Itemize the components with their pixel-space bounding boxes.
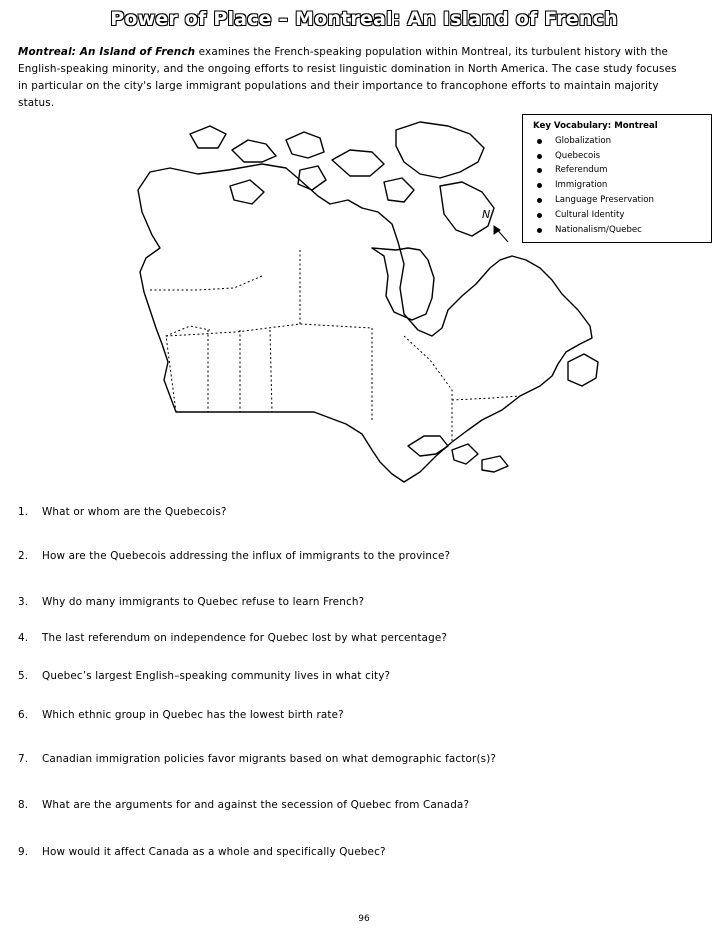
great-lakes-outline (408, 436, 448, 456)
province-border (150, 276, 262, 290)
arctic-island (298, 166, 326, 190)
intro-lead: Montreal: An Island of French (18, 46, 196, 58)
question-number: 5. (18, 670, 29, 682)
north-label: N (482, 208, 491, 221)
question-number: 9. (18, 846, 29, 858)
page-title: Power of Place – Montreal: An Island of French (110, 8, 618, 30)
vocabulary-item: Referendum (529, 163, 705, 178)
province-border (166, 324, 372, 336)
vocabulary-item: Globalization (529, 134, 705, 149)
intro-text-2: English-speaking minority, and the ongoing efforts to resist linguistic domination in North America. The case study focuses (18, 63, 677, 75)
question-6 (18, 709, 344, 721)
question-number: 7. (18, 753, 29, 765)
vocabulary-item: Immigration (529, 178, 705, 193)
arctic-island (230, 180, 264, 204)
question-number: 2. (18, 550, 29, 562)
arctic-island (396, 122, 484, 178)
page-number: 96 (358, 914, 370, 924)
question-text: Canadian immigration policies favor migrants based on what demographic factor(s)? (42, 753, 497, 765)
intro-text-1: examines the French-speaking population within Montreal, its turbulent history with the (195, 46, 669, 58)
province-border (270, 330, 272, 412)
question-1 (18, 506, 227, 518)
question-8 (18, 799, 469, 811)
question-text: What or whom are the Quebecois? (42, 506, 227, 518)
vocabulary-item: Cultural Identity (529, 208, 705, 223)
newfoundland-outline (568, 354, 598, 386)
question-9 (18, 846, 386, 858)
question-4 (18, 632, 447, 644)
question-text: Which ethnic group in Quebec has the lowest birth rate? (42, 709, 344, 721)
province-border (452, 396, 520, 400)
question-text: The last referendum on independence for Quebec lost by what percentage? (42, 632, 448, 644)
question-number: 3. (18, 596, 29, 608)
question-number: 6. (18, 709, 29, 721)
province-border (404, 336, 452, 442)
great-lakes-outline (452, 444, 478, 464)
arctic-island (232, 140, 276, 162)
intro-text-4: status. (18, 97, 55, 109)
arctic-island (286, 132, 324, 158)
question-number: 1. (18, 506, 29, 518)
question-text: What are the arguments for and against the secession of Quebec from Canada? (42, 799, 470, 811)
question-text: How are the Quebecois addressing the influx of immigrants to the province? (42, 550, 451, 562)
question-text: How would it affect Canada as a whole and specifically Quebec? (42, 846, 386, 858)
arctic-island (332, 150, 384, 176)
vocabulary-list (529, 134, 705, 238)
vocabulary-heading: Key Vocabulary: Montreal (533, 121, 658, 131)
question-number: 4. (18, 632, 29, 644)
arctic-island (190, 126, 226, 148)
great-lakes-outline (482, 456, 508, 472)
vocabulary-item: Language Preservation (529, 193, 705, 208)
question-3 (18, 596, 364, 608)
intro-text-3: in particular on the city's large immigrant populations and their importance to francophone efforts to maintain majority (18, 80, 659, 92)
question-5 (18, 670, 390, 682)
arctic-island (384, 178, 414, 202)
question-7 (18, 753, 496, 765)
vocabulary-item: Quebecois (529, 149, 705, 164)
province-border (166, 326, 210, 412)
question-2 (18, 550, 450, 562)
question-text: Quebec’s largest English–speaking community lives in what city? (42, 670, 391, 682)
north-arrow (494, 226, 508, 242)
question-number: 8. (18, 799, 29, 811)
key-vocabulary-box (522, 114, 712, 243)
vocabulary-item: Nationalism/Quebec (529, 223, 705, 238)
question-text: Why do many immigrants to Quebec refuse to learn French? (42, 596, 365, 608)
